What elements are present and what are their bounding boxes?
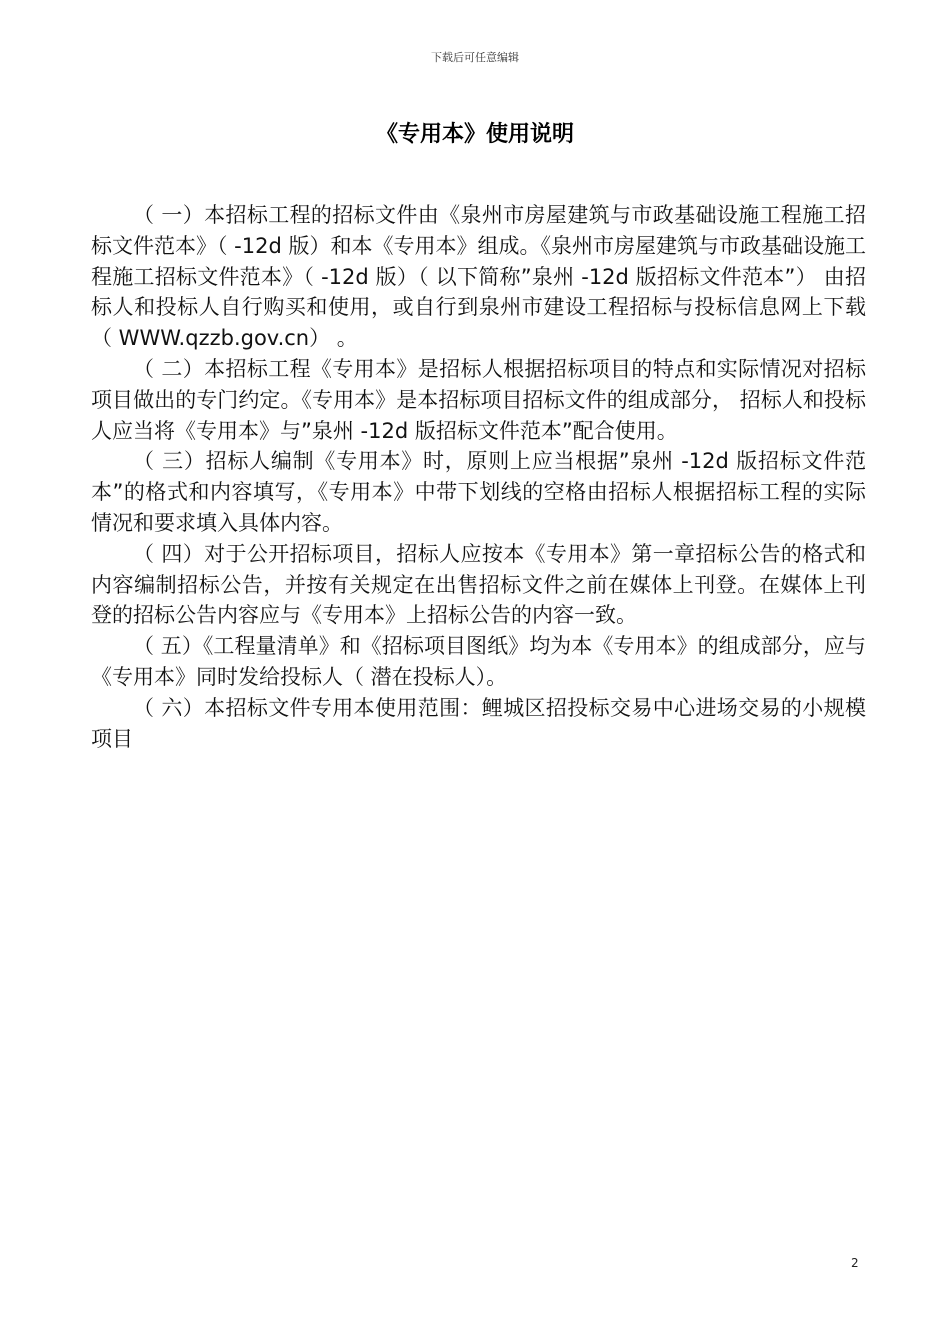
paragraph-3: （ 三）招标人编制《专用本》时，原则上应当根据”泉州 -12d 版招标文件范本”的格式和内容填写，《专用本》中带下划线的空格由招标人根据招标工程的实际情况和要求填入具体内容。: [91, 449, 866, 535]
paragraph-4: （ 四）对于公开招标项目，招标人应按本《专用本》第一章招标公告的格式和内容编制招标公告，并按有关规定在出售招标文件之前在媒体上刊登。在媒体上刊登的招标公告内容应与《专用本》上招标公告的内容一致。: [91, 541, 866, 628]
document-body: [91, 200, 866, 754]
paragraph-1: （ 一）本招标工程的招标文件由《泉州市房屋建筑与市政基础设施工程施工招标文件范本》（ -12d 版）和本《专用本》组成。《泉州市房屋建筑与市政基础设施工程施工招标文件范本》（ -12d 版）（ 以下简称”泉州 -12d 版招标文件范本”） 由招标人和投标人自行购买和使用，或自行到泉州市建设工程招标与投标信息网上下载（ WWW.qzzb.gov.cn） 。: [91, 203, 866, 351]
header-note: 下载后可任意编辑: [431, 51, 519, 64]
paragraph-2: （ 二）本招标工程《专用本》是招标人根据招标项目的特点和实际情况对招标项目做出的专门约定。《专用本》是本招标项目招标文件的组成部分， 招标人和投标人应当将《专用本》与”泉州 -12d 版招标文件范本”配合使用。: [91, 356, 866, 443]
paragraph-6: （ 六）本招标文件专用本使用范围：鲤城区招投标交易中心进场交易的小规模项目: [91, 695, 866, 751]
document-title: 《专用本》使用说明: [375, 122, 574, 147]
page-number: 2: [851, 1256, 859, 1270]
paragraph-5: （ 五）《工程量清单》和《招标项目图纸》均为本《专用本》的组成部分，应与《专用本》同时发给投标人（ 潜在投标人）。: [91, 634, 866, 689]
